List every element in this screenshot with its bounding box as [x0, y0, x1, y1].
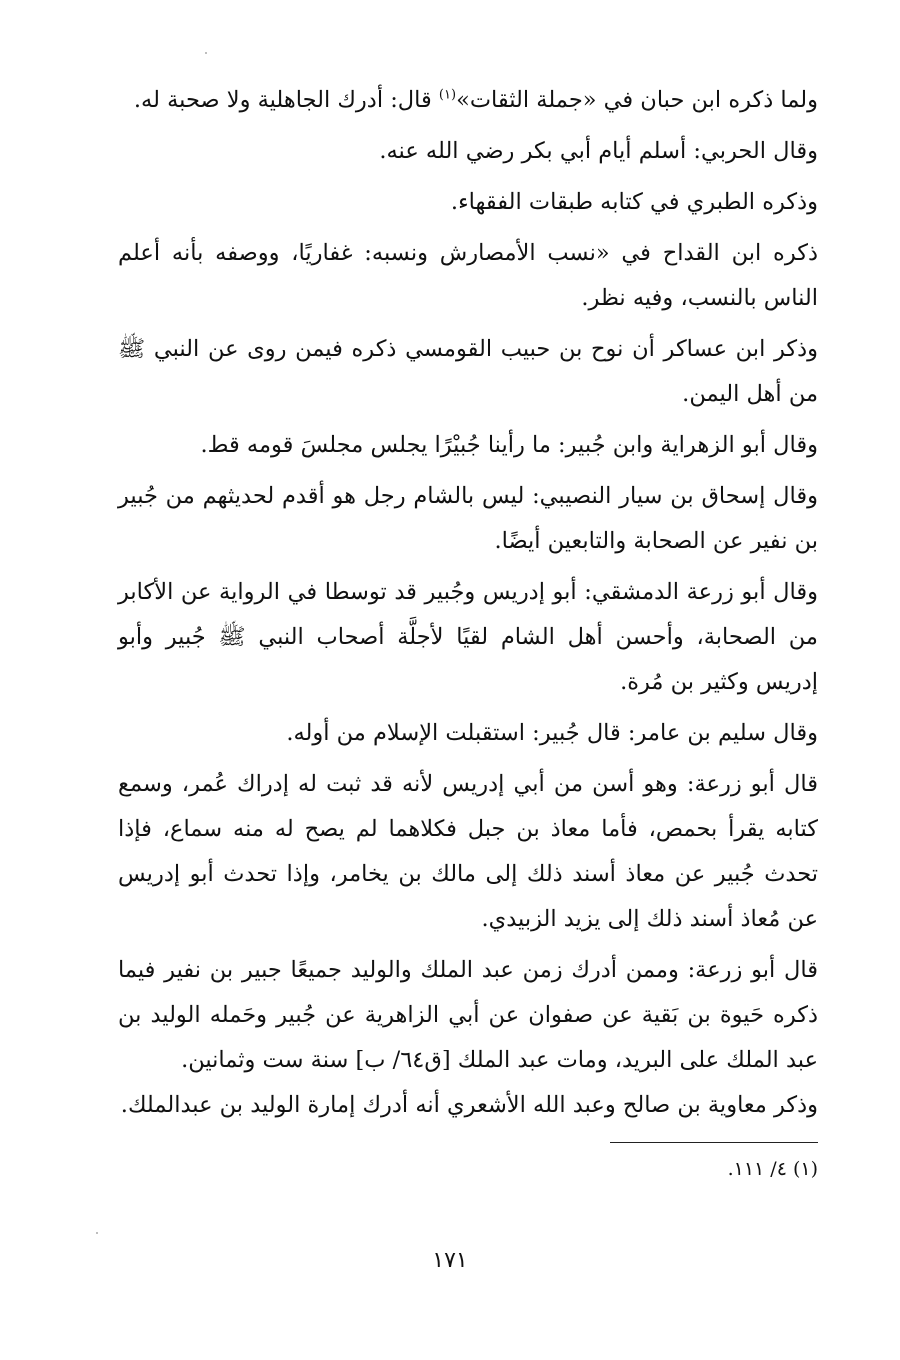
footnote-divider [610, 1142, 818, 1143]
paragraph-text: قال: أدرك الجاهلية ولا صحبة له. [133, 87, 439, 113]
scan-speck [96, 1232, 98, 1234]
paragraph-abu-zahraya: وقال أبو الزهراية وابن جُبير: ما رأينا جُبيْرًا يجلس مجلسَ قومه قط. [200, 432, 818, 458]
page-body [118, 78, 818, 1187]
paragraph-ibn-hibban [118, 78, 818, 123]
paragraph-tabari: وذكره الطبري في كتابه طبقات الفقهاء. [450, 189, 818, 215]
paragraph-ibn-qaddah: ذكره ابن القداح في «نسب الأمصارش ونسبه: غفاريًا، ووصفه بأنه أعلم الناس بالنسب، وفيه نظر. [118, 240, 818, 311]
paragraph-sulaym: وقال سليم بن عامر: قال جُبير: استقبلت الإسلام من أوله. [286, 720, 818, 746]
scan-speck [205, 52, 207, 54]
page-number: ١٧١ [432, 1248, 468, 1273]
paragraph-abu-zura-2: قال أبو زرعة: وممن أدرك زمن عبد الملك والوليد جميعًا جبير بن نفير فيما ذكره حَيوة بن بَقية عن صفوان عن أبي الزاهرية عن جُبير وحَمله الوليد بن عبد الملك على البريد، ومات عبد الملك [ق٦٤/ ب] سنة ست وثمانين. [118, 957, 819, 1073]
paragraph-harbi: وقال الحربي: أسلم أيام أبي بكر رضي الله عنه. [379, 138, 818, 164]
footnote-marker: (١) [438, 87, 457, 103]
paragraph-ibn-asakir: وذكر ابن عساكر أن نوح بن حبيب القومسي ذكره فيمن روى عن النبي ﷺ من أهل اليمن. [118, 336, 818, 407]
footnote: (١) ٤/ ١١١. [727, 1158, 818, 1180]
paragraph-text: ولما ذكره ابن حبان في «جملة الثقات» [456, 87, 818, 113]
paragraph-ishaq: وقال إسحاق بن سيار النصيبي: ليس بالشام رجل هو أقدم لحديثهم من جُبير بن نفير عن الصحابة والتابعين أيضًا. [118, 483, 818, 554]
paragraph-abu-zura-1: قال أبو زرعة: وهو أسن من أبي إدريس لأنه قد ثبت له إدراك عُمر، وسمع كتابه يقرأ بحمص، فأما معاذ بن جبل فكلاهما لم يصح له منه سماع، فإذا تحدث جُبير عن معاذ أسند ذلك إلى مالك بن يخامر، وإذا تحدث أبو إدريس عن مُعاذ أسند ذلك إلى يزيد الزبيدي. [118, 771, 818, 932]
paragraph-abu-zura-dimashqi: وقال أبو زرعة الدمشقي: أبو إدريس وجُبير قد توسطا في الرواية عن الأكابر من الصحابة، وأحسن أهل الشام لقيًا لأجلَّة أصحاب النبي ﷺ جُبير وأبو إدريس وكثير بن مُرة. [118, 579, 818, 695]
paragraph-muawiya: وذكر معاوية بن صالح وعبد الله الأشعري أنه أدرك إمارة الوليد بن عبدالملك. [120, 1092, 818, 1118]
